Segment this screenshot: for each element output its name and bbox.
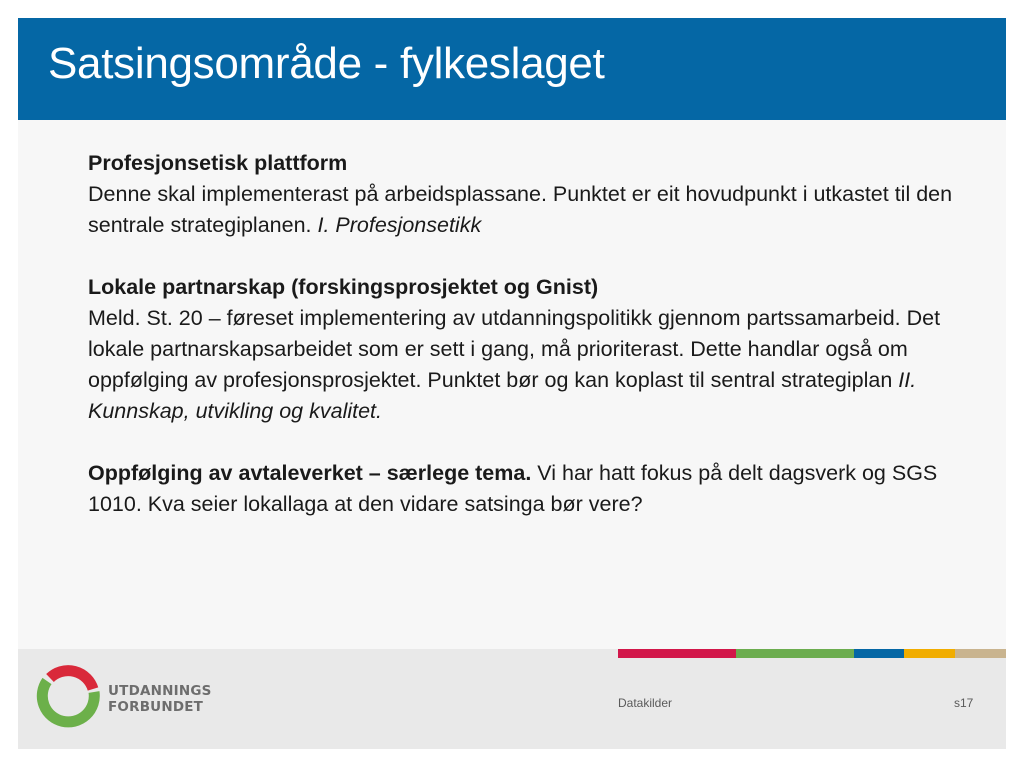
logo-text-line2: FORBUNDET bbox=[108, 699, 204, 715]
paragraph-text: Vi har hatt fokus på delt dagsverk og SGS 1010. Kva seier lokallaga at den vidare satsinga bør vere? bbox=[88, 461, 938, 516]
paragraph-heading: Profesjonsetisk plattform bbox=[88, 151, 348, 175]
color-strip-green bbox=[736, 649, 854, 658]
paragraph-reference: I. Profesjonsetikk bbox=[317, 213, 482, 237]
paragraph-heading: Lokale partnarskap (forskingsprosjektet og Gnist) bbox=[88, 275, 599, 299]
utdanningsforbundet-logo bbox=[36, 665, 216, 729]
paragraph-avtaleverket bbox=[88, 458, 968, 520]
logo-text-line1: UTDANNINGS bbox=[108, 683, 212, 699]
slide bbox=[18, 18, 1006, 749]
title-bar bbox=[18, 18, 1006, 120]
paragraph-reference: II. Kunnskap, utvikling og kvalitet. bbox=[88, 368, 917, 423]
logo-text bbox=[108, 683, 212, 715]
footer-page-number: s17 bbox=[954, 696, 974, 710]
color-strip-yellow bbox=[904, 649, 955, 658]
footer bbox=[18, 649, 1006, 749]
color-strip-blue bbox=[854, 649, 904, 658]
slide-title: Satsingsområde - fylkeslaget bbox=[48, 39, 605, 88]
slide-body bbox=[88, 148, 968, 520]
paragraph-heading: Oppfølging av avtaleverket – særlege tema. bbox=[88, 461, 532, 485]
paragraph-text: Denne skal implementerast på arbeidsplassane. Punktet er eit hovudpunkt i utkastet til den sentrale strategiplanen. bbox=[88, 182, 953, 237]
color-strip-red bbox=[618, 649, 736, 658]
paragraph-text: Meld. St. 20 – føreset implementering av utdanningspolitikk gjennom partssamarbeid. Det lokale partnarskapsarbeidet som er sett i gang, må prioriterast. Dette handlar også om oppfølging av profesjonsprosjektet. Punktet bør og kan koplast til sentral strategiplan bbox=[88, 306, 941, 392]
footer-source-label: Datakilder bbox=[618, 696, 673, 710]
color-strip-beige bbox=[955, 649, 1006, 658]
paragraph-profesjonsetisk bbox=[88, 148, 968, 241]
logo-ring-icon bbox=[36, 665, 102, 731]
paragraph-partnarskap bbox=[88, 272, 968, 427]
